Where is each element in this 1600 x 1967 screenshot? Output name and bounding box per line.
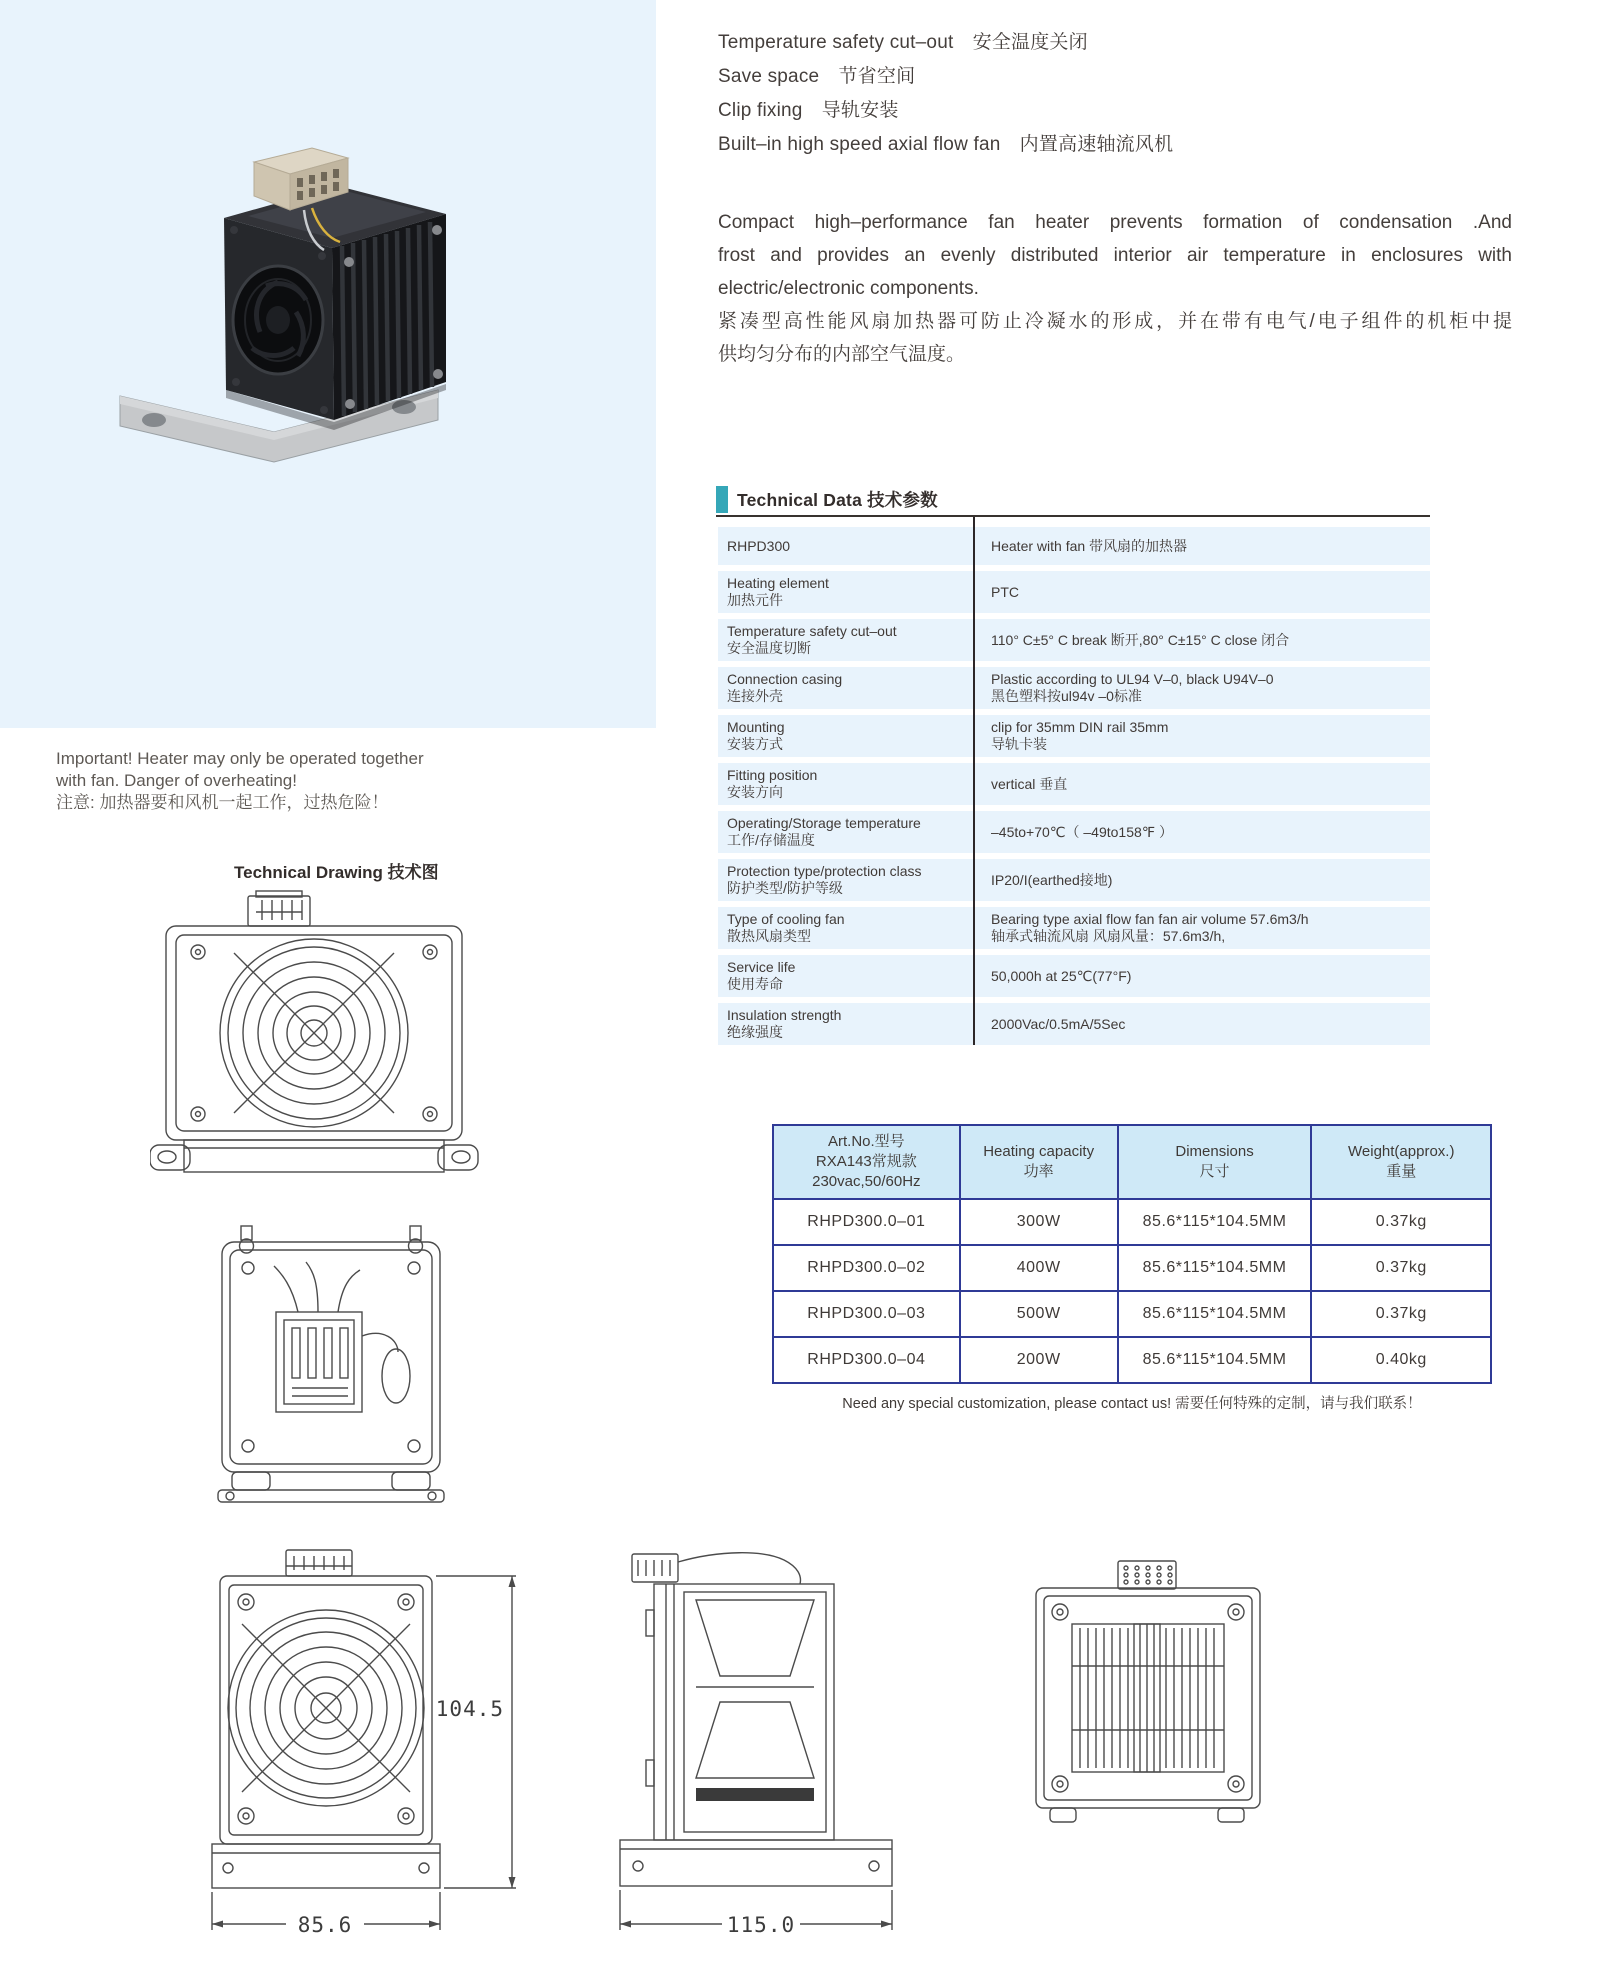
table-row xyxy=(718,955,1430,997)
product-row xyxy=(773,1199,1491,1245)
table-row xyxy=(718,859,1430,901)
cell-weight: 0.37kg xyxy=(1311,1291,1491,1337)
cell-capacity: 500W xyxy=(960,1291,1118,1337)
drawing-dim-side xyxy=(612,1548,902,1943)
header-weight: Weight(approx.) 重量 xyxy=(1311,1125,1491,1199)
column-divider xyxy=(973,517,975,1045)
row-label-en: Type of cooling fan xyxy=(727,911,845,927)
row-value: –45to+70℃（ –49to158℉ ） xyxy=(991,823,1173,840)
table-row xyxy=(718,715,1430,757)
cell-dimensions: 85.6*115*104.5MM xyxy=(1118,1291,1312,1337)
header-artno: Art.No.型号 RXA143常规款 230vac,50/60Hz xyxy=(773,1125,960,1199)
accent-bar xyxy=(716,486,728,513)
cell-weight: 0.40kg xyxy=(1311,1337,1491,1383)
table-row xyxy=(718,619,1430,661)
technical-data-header xyxy=(716,486,938,513)
cell-artno: RHPD300.0–02 xyxy=(773,1245,960,1291)
description-line: Compact high–performance fan heater prevents formation of condensation .And xyxy=(718,212,1512,233)
row-label-cn: 防护类型/防护等级 xyxy=(727,880,843,896)
table-row xyxy=(718,763,1430,805)
feature-line: Save space 节省空间 xyxy=(718,66,916,87)
cell-capacity: 200W xyxy=(960,1337,1118,1383)
row-label-en: Protection type/protection class xyxy=(727,863,922,879)
row-value: PTC xyxy=(991,583,1019,600)
row-label-cn: 加热元件 xyxy=(727,592,783,608)
product-row xyxy=(773,1245,1491,1291)
product-photo xyxy=(106,90,451,465)
table-row xyxy=(718,571,1430,613)
row-label-cn: 安装方式 xyxy=(727,736,783,752)
dim-width-label: 85.6 xyxy=(297,1913,353,1937)
cell-weight: 0.37kg xyxy=(1311,1245,1491,1291)
row-label-en: Heating element xyxy=(727,575,829,591)
row-label-en: Connection casing xyxy=(727,671,843,687)
cell-dimensions: 85.6*115*104.5MM xyxy=(1118,1245,1312,1291)
feature-line: Temperature safety cut–out 安全温度关闭 xyxy=(718,32,1088,53)
header-dimensions: Dimensions 尺寸 xyxy=(1118,1125,1312,1199)
description-line: electric/electronic components. xyxy=(718,278,979,299)
product-row xyxy=(773,1337,1491,1383)
cell-artno: RHPD300.0–01 xyxy=(773,1199,960,1245)
technical-drawing-title: Technical Drawing 技术图 xyxy=(234,863,439,882)
technical-data-table xyxy=(718,517,1430,1045)
product-row xyxy=(773,1291,1491,1337)
row-label-en: Insulation strength xyxy=(727,1007,842,1023)
table-row xyxy=(718,667,1430,709)
product-description xyxy=(718,206,1512,371)
row-value: clip for 35mm DIN rail 35mm xyxy=(991,719,1169,735)
row-value: 110° C±5° C break 断开,80° C±15° C close 闭合 xyxy=(991,631,1290,648)
customization-note: Need any special customization, please contact us! 需要任何特殊的定制，请与我们联系！ xyxy=(842,1396,1422,1412)
row-label-cn: 连接外壳 xyxy=(727,688,783,704)
cell-capacity: 300W xyxy=(960,1199,1118,1245)
description-line-cn: 供均匀分布的内部空气温度。 xyxy=(718,344,966,365)
row-label-cn: 工作/存储温度 xyxy=(727,832,815,848)
row-label-en: RHPD300 xyxy=(727,537,791,554)
row-label-cn: 安全温度切断 xyxy=(727,640,811,656)
row-label-en: Temperature safety cut–out xyxy=(727,623,897,639)
row-label-cn: 绝缘强度 xyxy=(727,1024,783,1040)
dim-height-label: 104.5 xyxy=(435,1697,504,1721)
feature-list xyxy=(718,26,1173,162)
table-row xyxy=(718,1003,1430,1045)
warning-line: with fan. Danger of overheating! xyxy=(56,771,297,790)
drawing-rear-view xyxy=(216,1224,446,1529)
warning-note xyxy=(56,748,424,814)
feature-line: Clip fixing 导轨安装 xyxy=(718,100,899,121)
row-value: Plastic according to UL94 V–0, black U94V–0 xyxy=(991,671,1274,687)
row-value: 2000Vac/0.5mA/5Sec xyxy=(991,1015,1126,1032)
cell-artno: RHPD300.0–04 xyxy=(773,1337,960,1383)
row-value: 50,000h at 25℃(77°F) xyxy=(991,967,1132,984)
table-row xyxy=(718,527,1430,565)
row-value: Bearing type axial flow fan fan air volume 57.6m3/h xyxy=(991,911,1309,927)
cell-weight: 0.37kg xyxy=(1311,1199,1491,1245)
table-row xyxy=(718,907,1430,949)
cell-dimensions: 85.6*115*104.5MM xyxy=(1118,1337,1312,1383)
row-value: Heater with fan 带风扇的加热器 xyxy=(991,537,1188,554)
warning-line-cn: 注意: 加热器要和风机一起工作，过热危险！ xyxy=(56,793,389,812)
feature-line: Built–in high speed axial flow fan 内置高速轴流风机 xyxy=(718,134,1174,155)
header-capacity: Heating capacity 功率 xyxy=(960,1125,1118,1199)
row-label-en: Fitting position xyxy=(727,767,818,783)
table-row xyxy=(718,811,1430,853)
product-table xyxy=(772,1124,1492,1384)
row-value-cn: 黑色塑料按ul94v –0标准 xyxy=(991,688,1142,704)
row-label-en: Operating/Storage temperature xyxy=(727,815,921,831)
row-label-en: Service life xyxy=(727,959,796,975)
warning-line: Important! Heater may only be operated together xyxy=(56,749,424,768)
row-value-cn: 轴承式轴流风扇 风扇风量：57.6m3/h, xyxy=(991,928,1226,944)
row-label-cn: 散热风扇类型 xyxy=(727,928,811,944)
row-value: vertical 垂直 xyxy=(991,775,1068,792)
product-photo-panel xyxy=(0,0,656,728)
drawing-front-view xyxy=(150,890,480,1190)
row-value-cn: 导轨卡装 xyxy=(991,736,1047,752)
cell-capacity: 400W xyxy=(960,1245,1118,1291)
cell-artno: RHPD300.0–03 xyxy=(773,1291,960,1337)
dim-depth-label: 115.0 xyxy=(726,1913,796,1937)
drawing-back-grille xyxy=(1028,1560,1268,1835)
technical-data-title: Technical Data 技术参数 xyxy=(737,490,938,510)
row-label-cn: 安装方向 xyxy=(727,784,783,800)
product-table-header-row xyxy=(773,1125,1491,1199)
row-value: IP20/I(earthed接地) xyxy=(991,871,1113,888)
row-label-cn: 使用寿命 xyxy=(727,976,783,992)
drawing-dim-front xyxy=(168,1548,546,1943)
description-line: frost and provides an evenly distributed interior air temperature in enclosures with xyxy=(718,245,1512,266)
cell-dimensions: 85.6*115*104.5MM xyxy=(1118,1199,1312,1245)
description-line-cn: 紧凑型高性能风扇加热器可防止冷凝水的形成，并在带有电气/电子组件的机柜中提 xyxy=(718,311,1512,332)
row-label-en: Mounting xyxy=(727,719,785,735)
